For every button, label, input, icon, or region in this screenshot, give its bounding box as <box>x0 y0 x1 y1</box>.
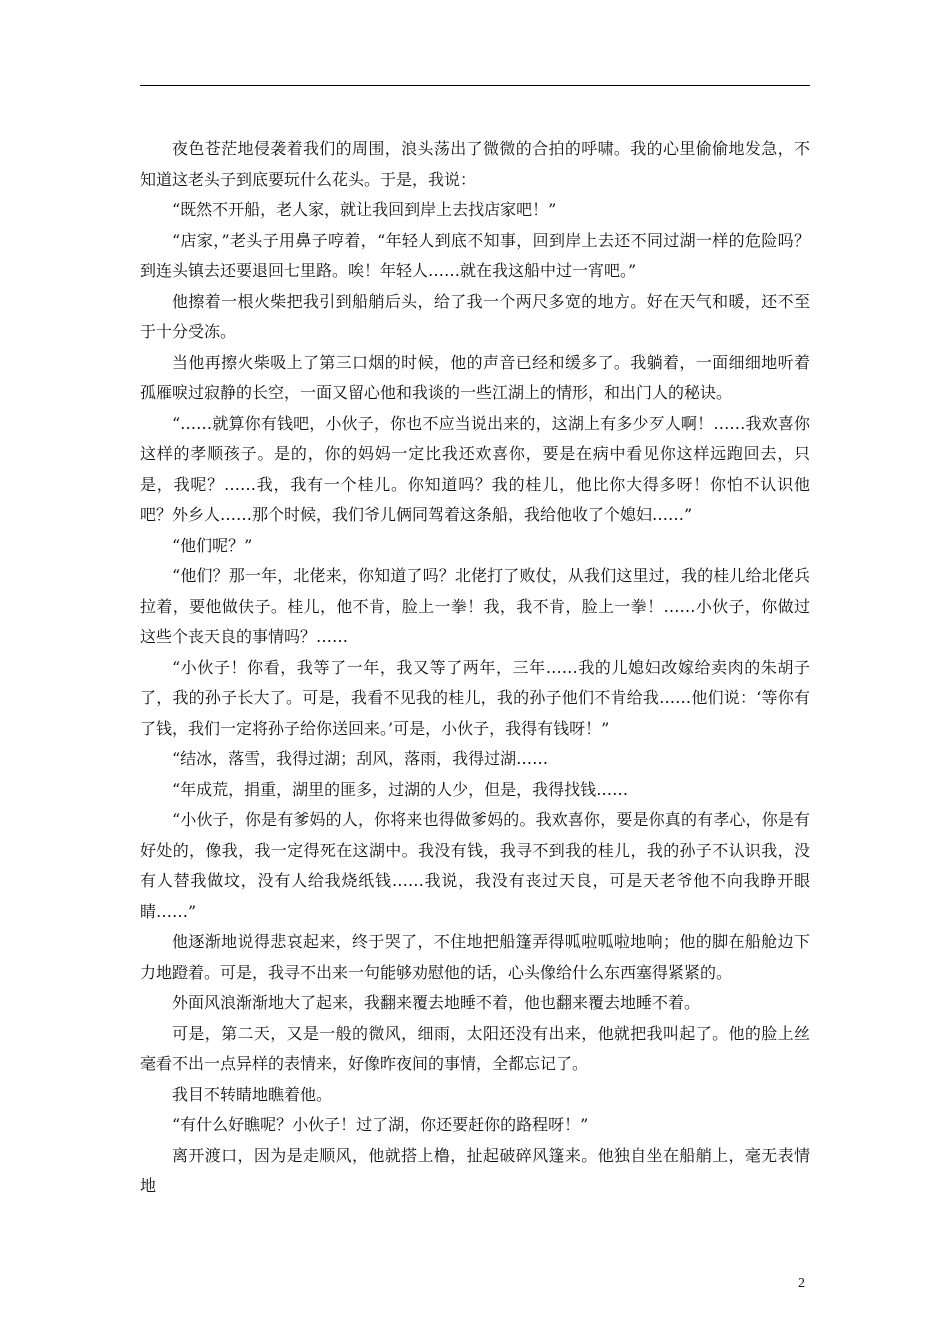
paragraph: “店家，”老头子用鼻子哼着，“年轻人到底不知事，回到岸上去还不同过湖一样的危险吗？到连头镇去还要退回七里路。唉！年轻人……就在我这船中过一宵吧。” <box>140 230 810 280</box>
paragraph: “年成荒，捐重，湖里的匪多，过湖的人少，但是，我得找钱…… <box>172 779 629 799</box>
paragraph: “……就算你有钱吧，小伙子，你也不应当说出来的，这湖上有多少歹人啊！……我欢喜你这样的孝顺孩子。是的，你的妈妈一定比我还欢喜你，要是在病中看见你这样远跑回去，只是，我呢？……我，我有一个桂儿。你知道吗？我的桂儿，他比你大得多呀！你怕不认识他吧？外乡人……那个时候，我们爷儿俩同驾着这条船，我给他收了个媳妇……” <box>140 413 810 524</box>
paragraph: “他们呢？” <box>172 535 253 555</box>
paragraph: 他逐渐地说得悲哀起来，终于哭了，不住地把船篷弄得呱啦呱啦地响；他的脚在船舱边下力地蹬着。可是，我寻不出来一句能够劝慰他的话，心头像给什么东西塞得紧紧的。 <box>140 932 810 982</box>
paragraph: 当他再擦火柴吸上了第三口烟的时候，他的声音已经和缓多了。我躺着，一面细细地听着孤雁唳过寂静的长空，一面又留心他和我谈的一些江湖上的情形，和出门人的秘诀。 <box>140 352 810 402</box>
paragraph: 离开渡口，因为是走顺风，他就搭上橹，扯起破碎风篷来。他独自坐在船艄上，毫无表情地 <box>140 1145 810 1195</box>
body-text <box>140 134 810 1202</box>
paragraph: 可是，第二天，又是一般的微风，细雨，太阳还没有出来，他就把我叫起了。他的脸上丝毫看不出一点异样的表情来，好像昨夜间的事情，全都忘记了。 <box>140 1023 810 1073</box>
paragraph: “有什么好瞧呢？小伙子！过了湖，你还要赶你的路程呀！” <box>172 1115 589 1134</box>
paragraph: “小伙子，你是有爹妈的人，你将来也得做爹妈的。我欢喜你，要是你真的有孝心，你是有好处的，像我，我一定得死在这湖中。我没有钱，我寻不到我的桂儿，我的孙子不认识我，没有人替我做坟，没有人给我烧纸钱……我说，我没有丧过天良，可是天老爷他不向我睁开眼睛……” <box>140 810 810 921</box>
paragraph: “他们？那一年，北佬来，你知道了吗？北佬打了败仗，从我们这里过，我的桂儿给北佬兵拉着，要他做伕子。桂儿，他不肯，脸上一拳！我，我不肯，脸上一拳！……小伙子，你做过这些个丧天良的事情吗？…… <box>140 566 810 646</box>
page-number: 2 <box>798 1276 805 1291</box>
paragraph: 外面风浪渐渐地大了起来，我翻来覆去地睡不着，他也翻来覆去地睡不着。 <box>172 993 701 1012</box>
header-rule <box>140 85 810 86</box>
paragraph: 我目不转睛地瞧着他。 <box>172 1084 333 1104</box>
paragraph: “小伙子！你看，我等了一年，我又等了两年，三年……我的儿媳妇改嫁给卖肉的朱胡子了，我的孙子长大了。可是，我看不见我的桂儿，我的孙子他们不肯给我……他们说：‘等你有了钱，我们一定将孙子给你送回来。’可是，小伙子，我得有钱呀！” <box>140 657 810 738</box>
paragraph: “结冰，落雪，我得过湖；刮风，落雨，我得过湖…… <box>172 749 549 768</box>
paragraph: 他擦着一根火柴把我引到船艄后头，给了我一个两尺多宽的地方。好在天气和暖，还不至于十分受冻。 <box>140 291 810 341</box>
paragraph: “既然不开船，老人家，就让我回到岸上去找店家吧！” <box>172 200 557 219</box>
paragraph: 夜色苍茫地侵袭着我们的周围，浪头荡出了微微的合拍的呼啸。我的心里偷偷地发急，不知道这老头子到底要玩什么花头。于是，我说： <box>140 139 810 189</box>
